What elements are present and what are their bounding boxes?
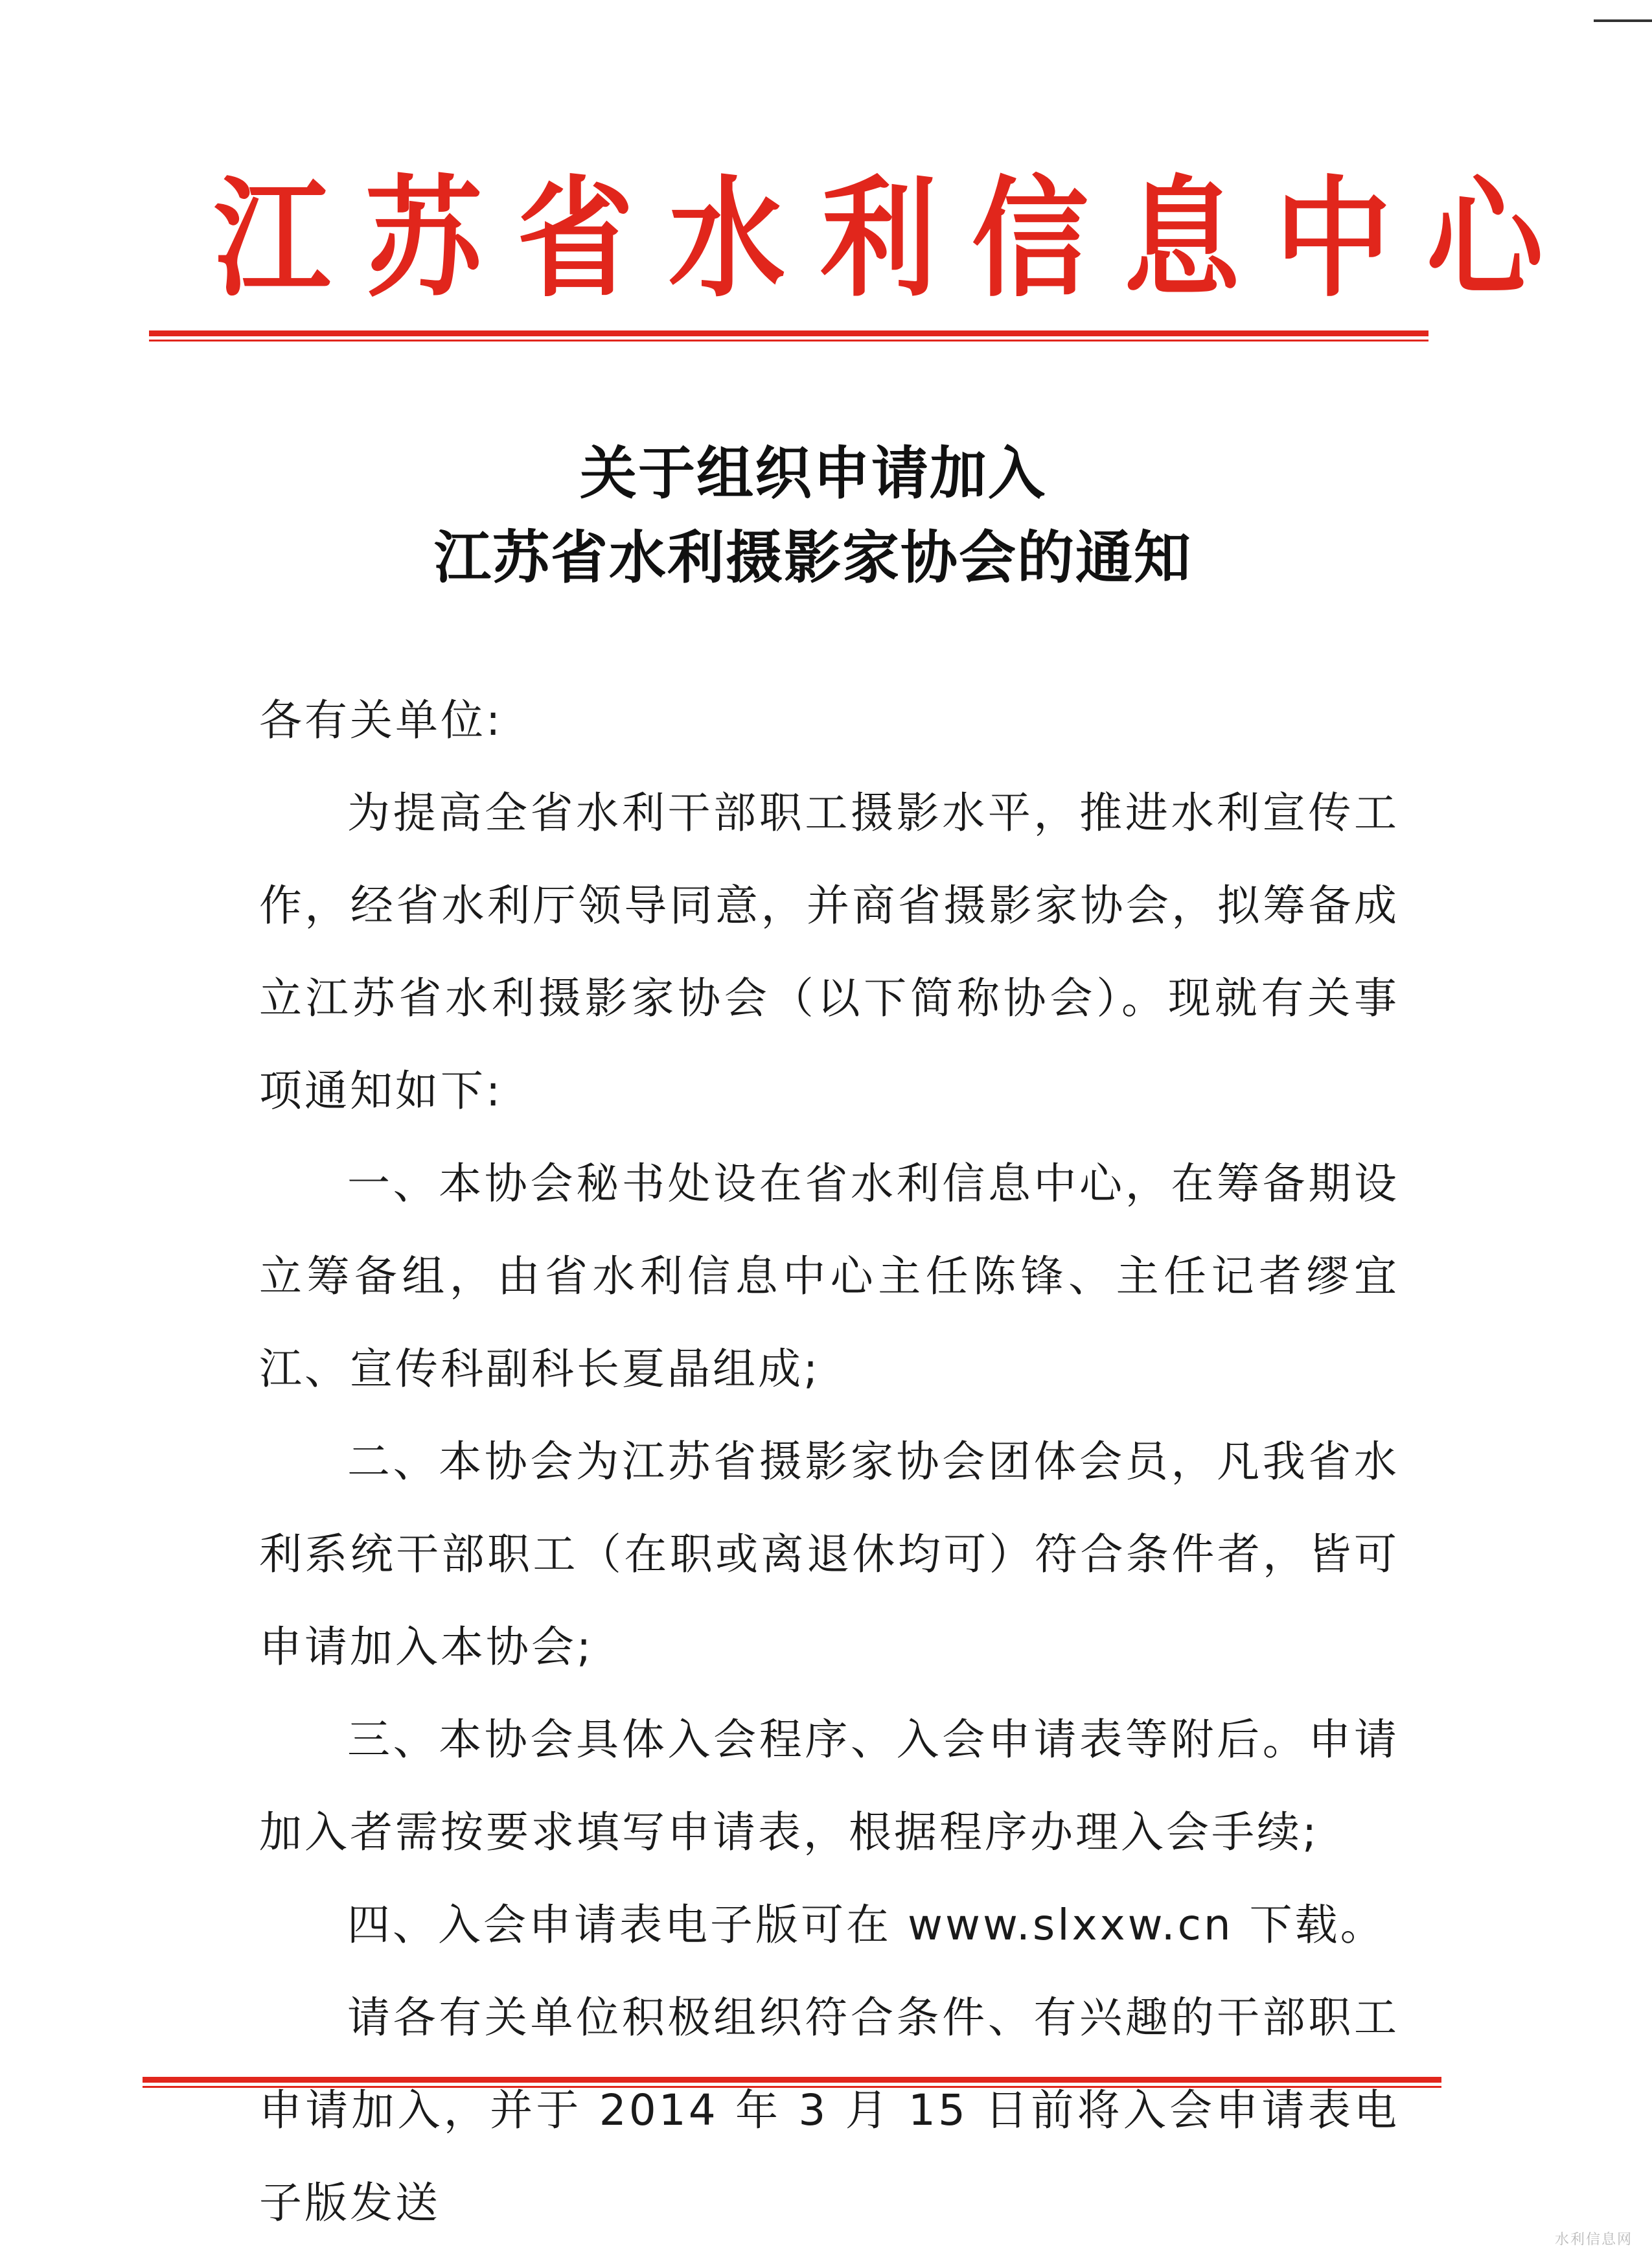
item-3-paragraph: 三、本协会具体入会程序、入会申请表等附后。申请加入者需按要求填写申请表，根据程序办理入会手续; <box>259 1715 1399 1857</box>
item-1-paragraph: 一、本协会秘书处设在省水利信息中心，在筹备期设立筹备组，由省水利信息中心主任陈锋、主任记者缪宜江、宣传科副科长夏晶组成; <box>259 1159 1399 1394</box>
footer-red-rule <box>143 2077 1441 2088</box>
document-body <box>259 674 1399 2249</box>
corner-mark <box>1594 0 1652 22</box>
document-title <box>214 431 1412 599</box>
letterhead-org-name: 江苏省水利信息中心 <box>214 164 1579 315</box>
document-title-line-1: 关于组织申请加入 <box>579 439 1046 507</box>
document-title-line-2: 江苏省水利摄影家协会的通知 <box>433 524 1192 591</box>
item-4-paragraph: 四、入会申请表电子版可在 www.slxxw.cn 下载。 <box>347 1900 1386 1950</box>
intro-paragraph: 为提高全省水利干部职工摄影水平，推进水利宣传工作，经省水利厅领导同意，并商省摄影家协会，拟筹备成立江苏省水利摄影家协会（以下简称协会）。现就有关事项通知如下: <box>259 788 1399 1116</box>
salutation: 各有关单位: <box>259 695 503 745</box>
item-2-paragraph: 二、本协会为江苏省摄影家协会团体会员，凡我省水利系统干部职工（在职或离退休均可）符合条件者，皆可申请加入本协会; <box>259 1437 1399 1672</box>
watermark: 水利信息网 <box>1554 2232 1633 2248</box>
closing-paragraph: 请各有关单位积极组织符合条件、有兴趣的干部职工申请加入，并于 2014 年 3 月 15 日前将入会申请表电子版发送 <box>259 1993 1399 2228</box>
letterhead-red-rule <box>149 330 1428 341</box>
